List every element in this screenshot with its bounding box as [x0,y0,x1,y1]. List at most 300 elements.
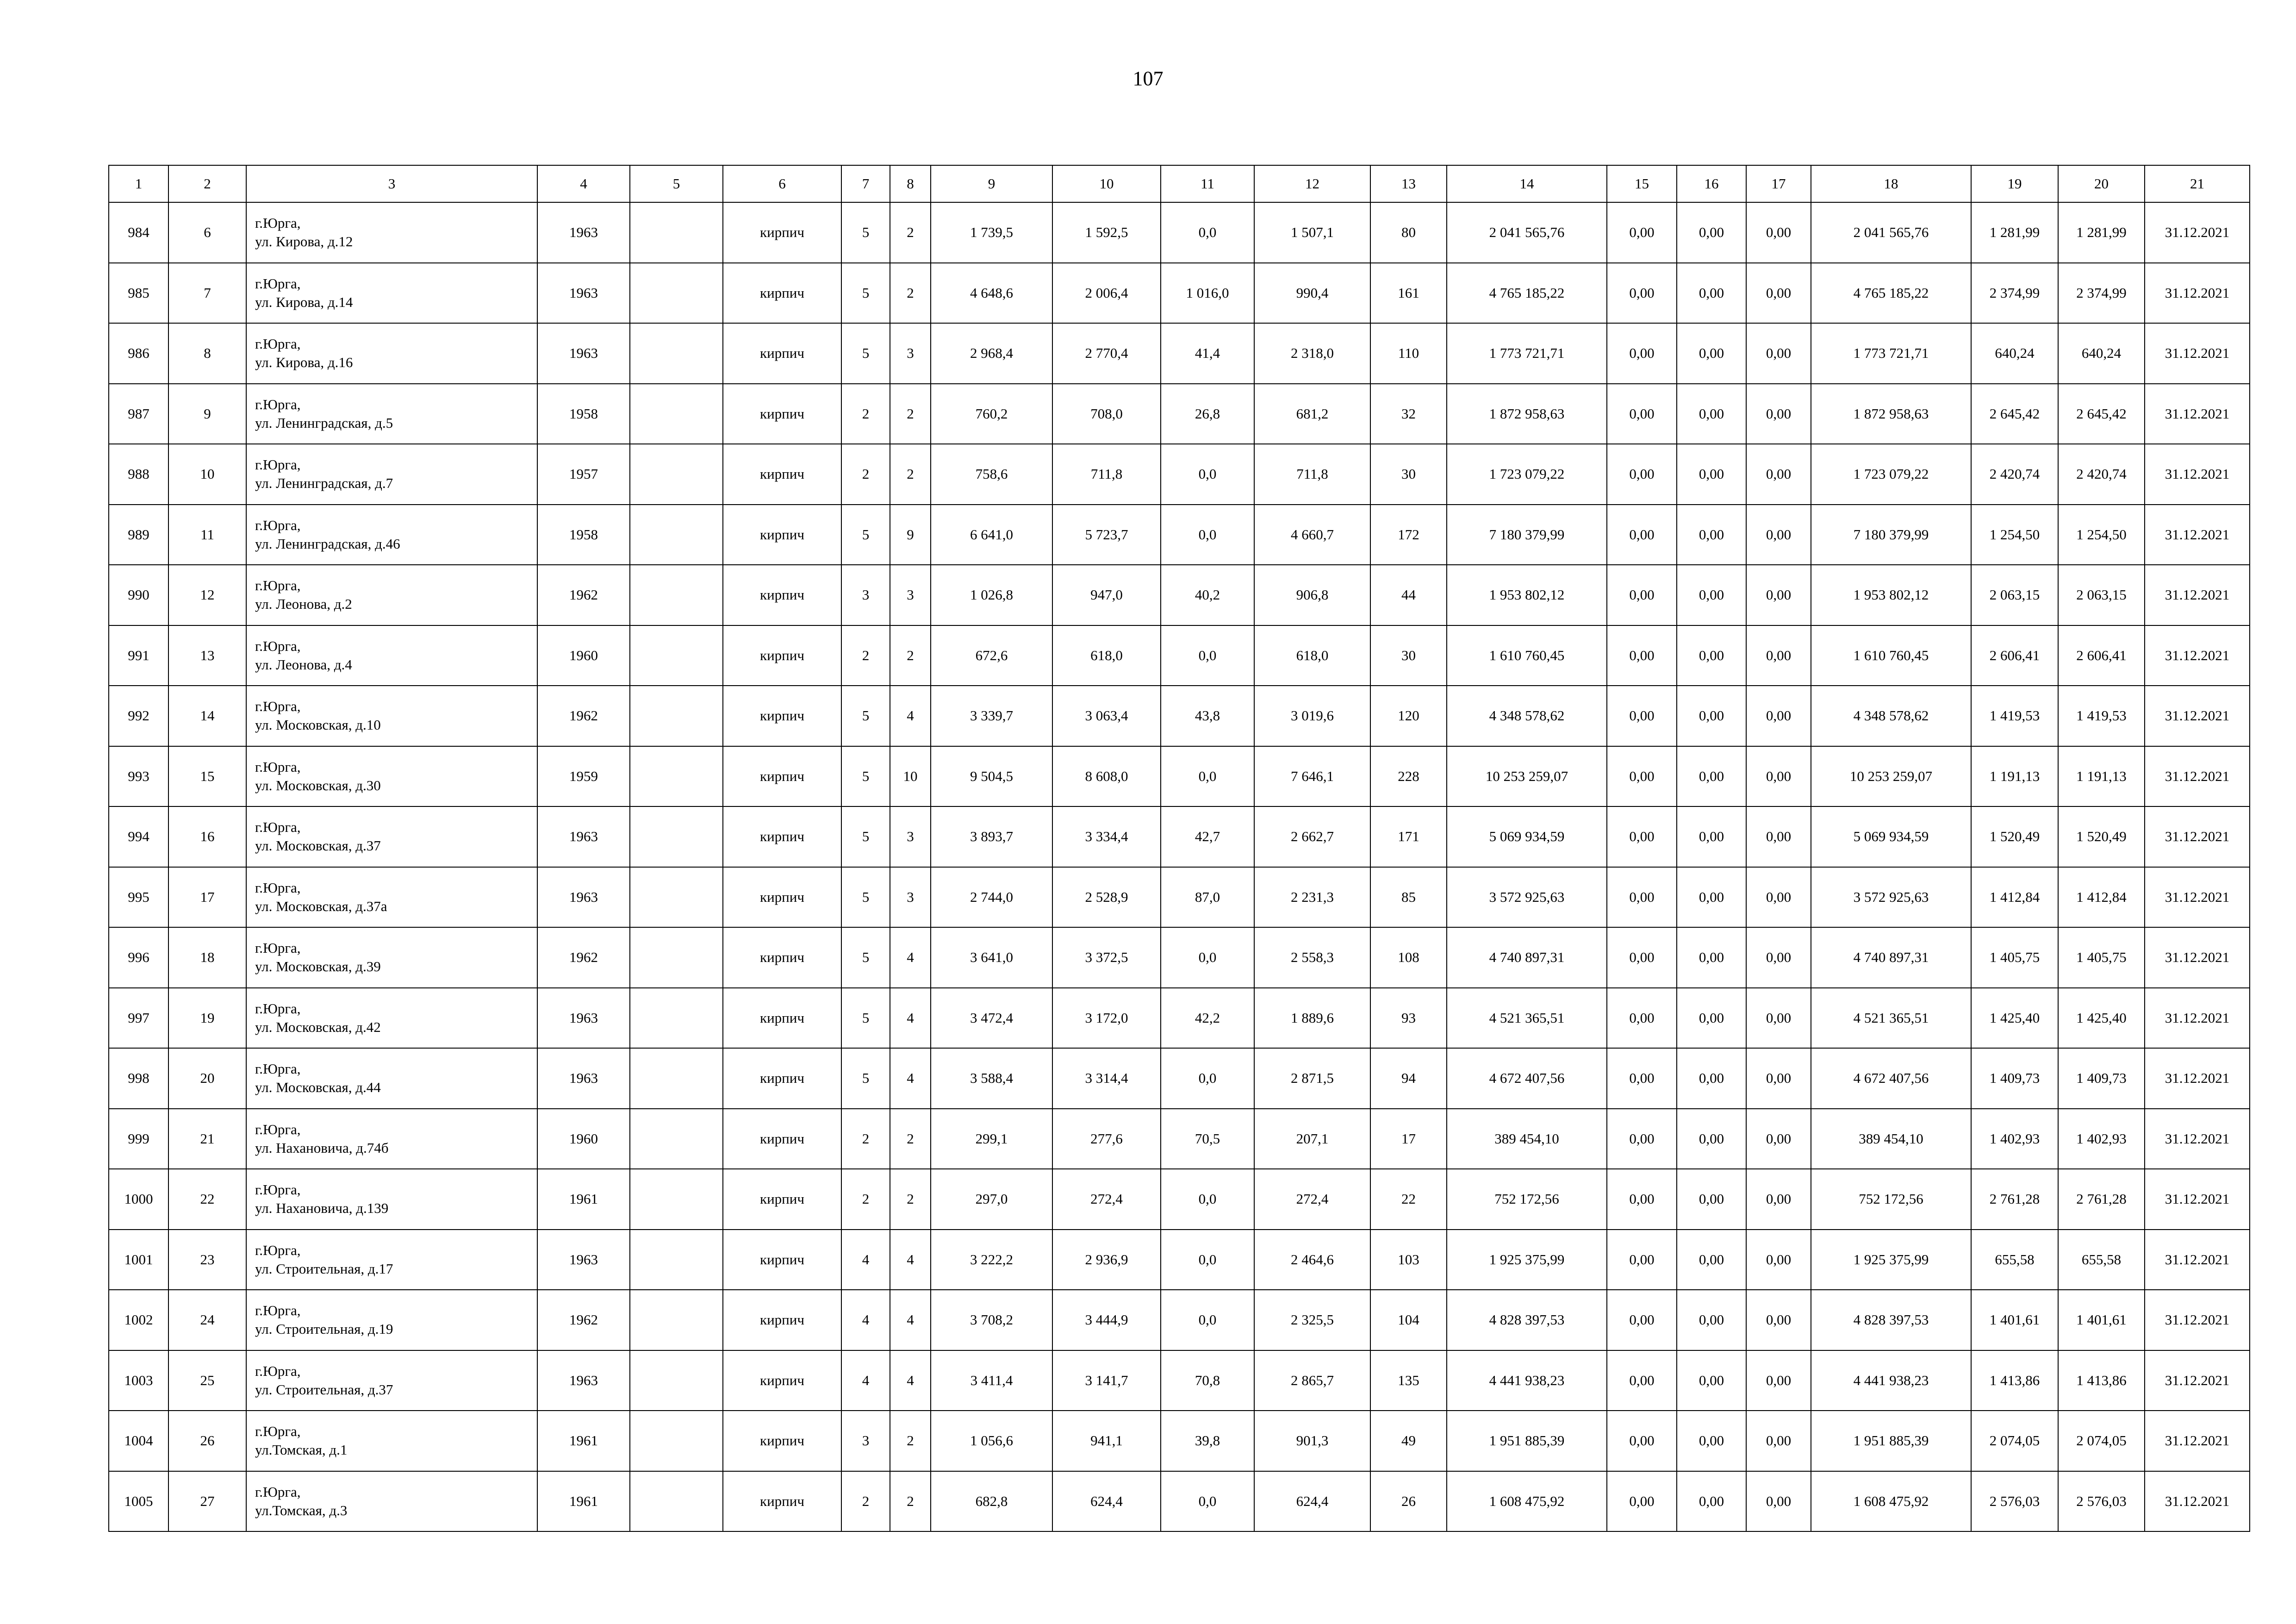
cell-col-1: 984 [109,202,168,263]
cell-col-2: 26 [168,1411,246,1471]
cell-col-5 [630,1411,723,1471]
column-header-8: 8 [890,165,931,202]
cell-col-4: 1962 [537,927,630,988]
cell-col-16: 0,00 [1677,1350,1746,1411]
cell-col-8: 4 [890,988,931,1049]
cell-col-13: 228 [1370,746,1447,807]
address-city: г.Юрга, [255,1483,301,1500]
cell-col-19: 655,58 [1971,1230,2058,1290]
cell-col-8: 2 [890,1411,931,1471]
table-row [109,444,2250,505]
address-city: г.Юрга, [255,1121,301,1137]
cell-col-7: 5 [841,746,890,807]
cell-col-18: 10 253 259,07 [1811,746,1971,807]
cell-col-12: 2 871,5 [1254,1048,1370,1109]
cell-col-4: 1963 [537,806,630,867]
cell-col-5 [630,988,723,1049]
cell-col-9: 1 026,8 [931,565,1052,625]
cell-col-12: 711,8 [1254,444,1370,505]
address-street: ул. Московская, д.37а [255,898,387,914]
cell-col-17: 0,00 [1746,202,1811,263]
cell-col-21: 31.12.2021 [2145,988,2250,1049]
cell-col-11: 0,0 [1161,927,1254,988]
cell-col-2: 13 [168,625,246,686]
table-row [109,1230,2250,1290]
cell-col-16: 0,00 [1677,746,1746,807]
cell-col-7: 5 [841,505,890,565]
cell-col-11: 0,0 [1161,202,1254,263]
cell-col-21: 31.12.2021 [2145,1048,2250,1109]
cell-col-2: 17 [168,867,246,928]
cell-col-2: 16 [168,806,246,867]
cell-col-11: 0,0 [1161,1169,1254,1230]
cell-col-11: 0,0 [1161,1471,1254,1532]
cell-col-14: 4 740 897,31 [1447,927,1607,988]
address-city: г.Юрга, [255,215,301,231]
cell-col-20: 1 419,53 [2058,686,2145,746]
cell-col-13: 103 [1370,1230,1447,1290]
cell-col-20: 655,58 [2058,1230,2145,1290]
cell-col-20: 1 401,61 [2058,1290,2145,1350]
cell-col-7: 2 [841,384,890,444]
cell-col-19: 1 409,73 [1971,1048,2058,1109]
cell-col-4: 1961 [537,1411,630,1471]
cell-col-2: 9 [168,384,246,444]
address-city: г.Юрга, [255,758,301,775]
cell-col-4: 1958 [537,505,630,565]
column-header-19: 19 [1971,165,2058,202]
address-city: г.Юрга, [255,1061,301,1077]
cell-col-20: 2 074,05 [2058,1411,2145,1471]
cell-col-19: 1 402,93 [1971,1109,2058,1169]
cell-col-16: 0,00 [1677,1471,1746,1532]
cell-col-5 [630,1350,723,1411]
cell-col-11: 0,0 [1161,625,1254,686]
cell-col-4: 1963 [537,323,630,384]
cell-col-5 [630,1230,723,1290]
cell-col-21: 31.12.2021 [2145,1230,2250,1290]
cell-col-5 [630,806,723,867]
cell-col-6: кирпич [723,988,841,1049]
cell-col-14: 4 521 365,51 [1447,988,1607,1049]
cell-col-15: 0,00 [1607,1109,1677,1169]
cell-col-15: 0,00 [1607,263,1677,324]
cell-col-8: 4 [890,927,931,988]
cell-col-7: 3 [841,565,890,625]
column-header-12: 12 [1254,165,1370,202]
table-row [109,988,2250,1049]
cell-col-16: 0,00 [1677,806,1746,867]
cell-col-11: 41,4 [1161,323,1254,384]
cell-col-7: 4 [841,1230,890,1290]
cell-col-14: 7 180 379,99 [1447,505,1607,565]
cell-col-14: 1 773 721,71 [1447,323,1607,384]
cell-col-1: 997 [109,988,168,1049]
cell-col-19: 2 074,05 [1971,1411,2058,1471]
address-city: г.Юрга, [255,1302,301,1319]
cell-col-8: 4 [890,1048,931,1109]
cell-col-15: 0,00 [1607,867,1677,928]
cell-col-7: 5 [841,867,890,928]
cell-col-8: 2 [890,1109,931,1169]
cell-col-7: 5 [841,323,890,384]
cell-col-16: 0,00 [1677,1411,1746,1471]
cell-col-5 [630,565,723,625]
cell-col-16: 0,00 [1677,565,1746,625]
cell-col-6: кирпич [723,565,841,625]
cell-col-16: 0,00 [1677,1109,1746,1169]
cell-col-2: 10 [168,444,246,505]
cell-col-21: 31.12.2021 [2145,1471,2250,1532]
cell-col-10: 2 528,9 [1052,867,1161,928]
address-cell [246,1169,537,1230]
cell-col-2: 20 [168,1048,246,1109]
table-row [109,625,2250,686]
cell-col-15: 0,00 [1607,444,1677,505]
address-city: г.Юрга, [255,698,301,715]
cell-col-16: 0,00 [1677,505,1746,565]
cell-col-19: 1 405,75 [1971,927,2058,988]
cell-col-5 [630,686,723,746]
cell-col-6: кирпич [723,323,841,384]
column-header-3: 3 [246,165,537,202]
cell-col-15: 0,00 [1607,323,1677,384]
cell-col-10: 272,4 [1052,1169,1161,1230]
table-row [109,1471,2250,1532]
cell-col-10: 8 608,0 [1052,746,1161,807]
cell-col-18: 1 723 079,22 [1811,444,1971,505]
address-city: г.Юрга, [255,637,301,654]
cell-col-19: 2 063,15 [1971,565,2058,625]
cell-col-1: 987 [109,384,168,444]
cell-col-4: 1963 [537,202,630,263]
column-header-5: 5 [630,165,723,202]
address-city: г.Юрга, [255,577,301,594]
address-city: г.Юрга, [255,1000,301,1017]
cell-col-13: 30 [1370,625,1447,686]
cell-col-13: 80 [1370,202,1447,263]
cell-col-21: 31.12.2021 [2145,1109,2250,1169]
cell-col-10: 941,1 [1052,1411,1161,1471]
cell-col-21: 31.12.2021 [2145,1290,2250,1350]
cell-col-6: кирпич [723,927,841,988]
address-street: ул. Ленинградская, д.5 [255,414,393,431]
cell-col-19: 2 761,28 [1971,1169,2058,1230]
cell-col-1: 1000 [109,1169,168,1230]
cell-col-21: 31.12.2021 [2145,686,2250,746]
cell-col-9: 758,6 [931,444,1052,505]
cell-col-8: 4 [890,1290,931,1350]
address-cell [246,988,537,1049]
cell-col-17: 0,00 [1746,806,1811,867]
column-header-4: 4 [537,165,630,202]
cell-col-16: 0,00 [1677,1048,1746,1109]
cell-col-12: 990,4 [1254,263,1370,324]
cell-col-9: 682,8 [931,1471,1052,1532]
cell-col-20: 1 281,99 [2058,202,2145,263]
cell-col-12: 1 507,1 [1254,202,1370,263]
cell-col-12: 1 889,6 [1254,988,1370,1049]
cell-col-19: 1 401,61 [1971,1290,2058,1350]
table-row [109,806,2250,867]
address-city: г.Юрга, [255,1242,301,1258]
cell-col-1: 991 [109,625,168,686]
cell-col-18: 1 773 721,71 [1811,323,1971,384]
cell-col-10: 1 592,5 [1052,202,1161,263]
cell-col-5 [630,1169,723,1230]
cell-col-13: 171 [1370,806,1447,867]
address-street: ул.Томская, д.3 [255,1502,348,1518]
building-registry-table [108,165,2250,1532]
cell-col-20: 1 520,49 [2058,806,2145,867]
cell-col-15: 0,00 [1607,565,1677,625]
cell-col-12: 2 865,7 [1254,1350,1370,1411]
cell-col-12: 4 660,7 [1254,505,1370,565]
cell-col-6: кирпич [723,1350,841,1411]
address-street: ул. Московская, д.42 [255,1018,381,1035]
address-street: ул. Московская, д.39 [255,958,381,975]
address-cell [246,505,537,565]
cell-col-13: 161 [1370,263,1447,324]
cell-col-5 [630,263,723,324]
cell-col-21: 31.12.2021 [2145,867,2250,928]
cell-col-14: 4 765 185,22 [1447,263,1607,324]
cell-col-11: 70,8 [1161,1350,1254,1411]
cell-col-15: 0,00 [1607,625,1677,686]
cell-col-16: 0,00 [1677,263,1746,324]
cell-col-14: 1 951 885,39 [1447,1411,1607,1471]
address-city: г.Юрга, [255,1181,301,1198]
cell-col-20: 1 254,50 [2058,505,2145,565]
address-street: ул. Московская, д.37 [255,837,381,854]
cell-col-12: 207,1 [1254,1109,1370,1169]
cell-col-2: 12 [168,565,246,625]
table-row [109,384,2250,444]
cell-col-17: 0,00 [1746,1230,1811,1290]
address-cell [246,1411,537,1471]
cell-col-5 [630,505,723,565]
cell-col-19: 1 413,86 [1971,1350,2058,1411]
cell-col-1: 985 [109,263,168,324]
cell-col-14: 1 608 475,92 [1447,1471,1607,1532]
cell-col-16: 0,00 [1677,1169,1746,1230]
cell-col-6: кирпич [723,686,841,746]
cell-col-12: 624,4 [1254,1471,1370,1532]
cell-col-4: 1962 [537,1290,630,1350]
cell-col-8: 2 [890,384,931,444]
cell-col-2: 15 [168,746,246,807]
cell-col-1: 989 [109,505,168,565]
cell-col-15: 0,00 [1607,1048,1677,1109]
table-row [109,1109,2250,1169]
cell-col-18: 1 872 958,63 [1811,384,1971,444]
address-cell [246,1230,537,1290]
cell-col-9: 672,6 [931,625,1052,686]
cell-col-5 [630,202,723,263]
cell-col-2: 14 [168,686,246,746]
cell-col-7: 2 [841,625,890,686]
cell-col-8: 2 [890,1169,931,1230]
cell-col-19: 2 606,41 [1971,625,2058,686]
address-street: ул. Леонова, д.2 [255,596,352,612]
address-cell [246,1109,537,1169]
address-street: ул. Московская, д.10 [255,717,381,733]
cell-col-18: 5 069 934,59 [1811,806,1971,867]
cell-col-10: 3 314,4 [1052,1048,1161,1109]
cell-col-19: 2 374,99 [1971,263,2058,324]
cell-col-17: 0,00 [1746,263,1811,324]
cell-col-5 [630,1290,723,1350]
table-row [109,927,2250,988]
cell-col-4: 1961 [537,1471,630,1532]
cell-col-10: 3 141,7 [1052,1350,1161,1411]
cell-col-15: 0,00 [1607,1290,1677,1350]
cell-col-2: 24 [168,1290,246,1350]
cell-col-18: 4 521 365,51 [1811,988,1971,1049]
cell-col-8: 2 [890,444,931,505]
page-number: 107 [1132,67,1164,90]
address-cell [246,867,537,928]
cell-col-20: 2 645,42 [2058,384,2145,444]
cell-col-9: 2 968,4 [931,323,1052,384]
column-header-2: 2 [168,165,246,202]
cell-col-18: 752 172,56 [1811,1169,1971,1230]
cell-col-10: 618,0 [1052,625,1161,686]
cell-col-5 [630,927,723,988]
cell-col-1: 1003 [109,1350,168,1411]
cell-col-13: 30 [1370,444,1447,505]
cell-col-5 [630,1048,723,1109]
cell-col-7: 3 [841,1411,890,1471]
cell-col-20: 1 409,73 [2058,1048,2145,1109]
cell-col-9: 3 339,7 [931,686,1052,746]
cell-col-9: 3 893,7 [931,806,1052,867]
cell-col-8: 4 [890,1230,931,1290]
address-street: ул. Московская, д.44 [255,1079,381,1096]
cell-col-4: 1963 [537,867,630,928]
cell-col-9: 2 744,0 [931,867,1052,928]
cell-col-16: 0,00 [1677,202,1746,263]
cell-col-1: 986 [109,323,168,384]
cell-col-15: 0,00 [1607,927,1677,988]
cell-col-6: кирпич [723,1290,841,1350]
cell-col-5 [630,384,723,444]
address-city: г.Юрга, [255,336,301,352]
cell-col-21: 31.12.2021 [2145,625,2250,686]
cell-col-21: 31.12.2021 [2145,384,2250,444]
cell-col-21: 31.12.2021 [2145,1169,2250,1230]
address-city: г.Юрга, [255,1362,301,1379]
cell-col-4: 1962 [537,565,630,625]
cell-col-21: 31.12.2021 [2145,202,2250,263]
cell-col-4: 1961 [537,1169,630,1230]
cell-col-4: 1963 [537,988,630,1049]
address-city: г.Юрга, [255,879,301,896]
cell-col-1: 988 [109,444,168,505]
table-row [109,202,2250,263]
cell-col-7: 5 [841,927,890,988]
cell-col-7: 4 [841,1290,890,1350]
cell-col-18: 1 951 885,39 [1811,1411,1971,1471]
address-cell [246,806,537,867]
cell-col-11: 0,0 [1161,746,1254,807]
cell-col-13: 26 [1370,1471,1447,1532]
address-cell [246,444,537,505]
cell-col-8: 2 [890,263,931,324]
cell-col-6: кирпич [723,444,841,505]
cell-col-8: 3 [890,323,931,384]
address-cell [246,1350,537,1411]
cell-col-18: 4 441 938,23 [1811,1350,1971,1411]
cell-col-6: кирпич [723,1048,841,1109]
cell-col-12: 2 558,3 [1254,927,1370,988]
cell-col-1: 999 [109,1109,168,1169]
cell-col-18: 4 672 407,56 [1811,1048,1971,1109]
cell-col-20: 2 761,28 [2058,1169,2145,1230]
cell-col-19: 1 425,40 [1971,988,2058,1049]
cell-col-4: 1957 [537,444,630,505]
cell-col-11: 0,0 [1161,1230,1254,1290]
cell-col-10: 3 334,4 [1052,806,1161,867]
cell-col-8: 4 [890,1350,931,1411]
cell-col-9: 4 648,6 [931,263,1052,324]
cell-col-10: 2 936,9 [1052,1230,1161,1290]
address-street: ул. Строительная, д.19 [255,1321,393,1337]
column-header-11: 11 [1161,165,1254,202]
cell-col-15: 0,00 [1607,1230,1677,1290]
cell-col-9: 297,0 [931,1169,1052,1230]
cell-col-5 [630,1109,723,1169]
cell-col-5 [630,444,723,505]
cell-col-5 [630,746,723,807]
cell-col-18: 4 348 578,62 [1811,686,1971,746]
cell-col-16: 0,00 [1677,988,1746,1049]
cell-col-8: 2 [890,202,931,263]
cell-col-2: 7 [168,263,246,324]
cell-col-20: 2 576,03 [2058,1471,2145,1532]
cell-col-6: кирпич [723,746,841,807]
cell-col-14: 4 828 397,53 [1447,1290,1607,1350]
cell-col-10: 2 006,4 [1052,263,1161,324]
cell-col-11: 0,0 [1161,1048,1254,1109]
cell-col-6: кирпич [723,505,841,565]
column-header-18: 18 [1811,165,1971,202]
cell-col-11: 1 016,0 [1161,263,1254,324]
cell-col-12: 2 231,3 [1254,867,1370,928]
address-street: ул. Ленинградская, д.46 [255,535,400,552]
address-street: ул. Строительная, д.37 [255,1381,393,1398]
cell-col-4: 1960 [537,1109,630,1169]
cell-col-11: 42,7 [1161,806,1254,867]
table-row [109,1169,2250,1230]
cell-col-14: 1 610 760,45 [1447,625,1607,686]
cell-col-2: 22 [168,1169,246,1230]
cell-col-11: 26,8 [1161,384,1254,444]
cell-col-6: кирпич [723,1169,841,1230]
cell-col-1: 993 [109,746,168,807]
cell-col-9: 299,1 [931,1109,1052,1169]
cell-col-1: 990 [109,565,168,625]
cell-col-21: 31.12.2021 [2145,927,2250,988]
cell-col-18: 1 953 802,12 [1811,565,1971,625]
cell-col-18: 1 608 475,92 [1811,1471,1971,1532]
cell-col-17: 0,00 [1746,323,1811,384]
cell-col-7: 5 [841,263,890,324]
table-row [109,323,2250,384]
cell-col-1: 1002 [109,1290,168,1350]
cell-col-13: 32 [1370,384,1447,444]
cell-col-19: 1 281,99 [1971,202,2058,263]
